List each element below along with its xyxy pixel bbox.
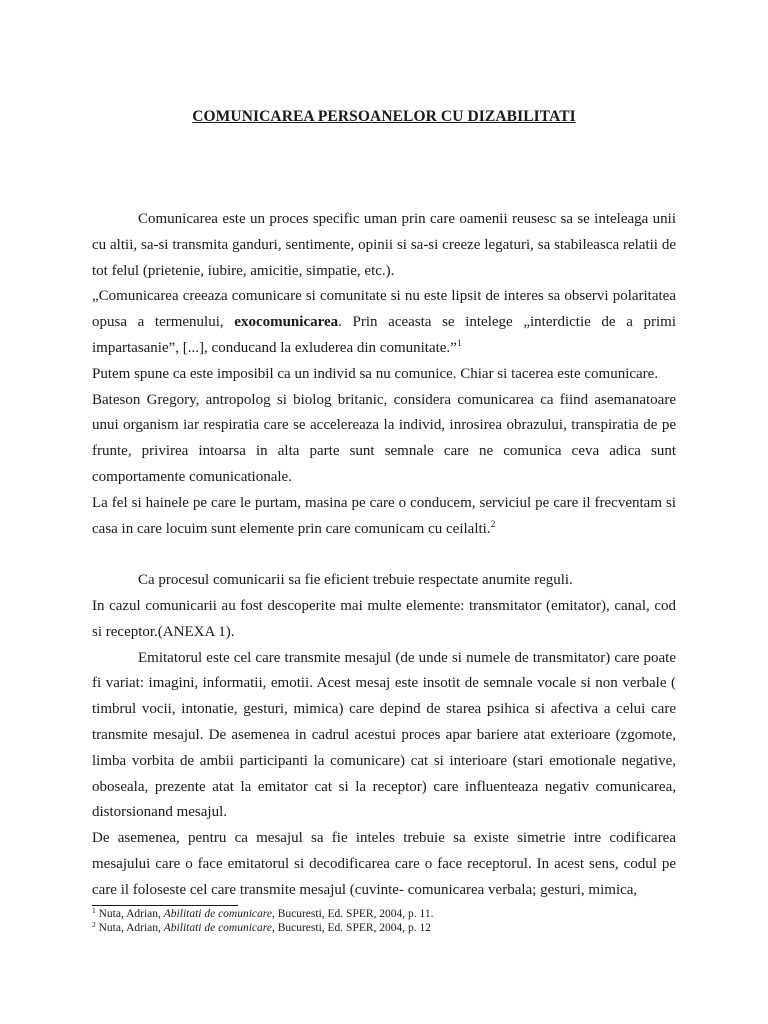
paragraph-2-text-start: „Comunicarea creeaza comunicare si comunitate si nu este lipsit de interes sa observi polaritatea opusa a termenului, (92, 288, 676, 331)
footnote-number: 1 (92, 906, 96, 915)
footnote-work-title: Abilitati de comunicare (163, 922, 272, 934)
paragraph-2-bold-term: exocomunicarea (234, 314, 339, 331)
paragraph-7: In cazul comunicarii au fost descoperite mai multe elemente: transmitator (emitator), canal, cod si receptor.(ANEXA 1). (92, 597, 676, 640)
footnote-number: 2 (92, 920, 96, 929)
footnote-publication: , Bucuresti, Ed. SPER, 2004, p. 12 (271, 922, 432, 934)
paragraph-4: Bateson Gregory, antropolog si biolog britanic, considera comunicarea ca fiind asemanatoare unui organism iar respiratia care se accelereaza la individ, inrosirea obrazului, transpiratia de pe frunte, privirea intoarsa in alta parte sunt semnale care ne comunica ceva adica sunt comportamente comunicationale. (92, 391, 676, 485)
footnote-2 (92, 921, 676, 935)
paragraph-3: Putem spune ca este imposibil ca un individ sa nu comunice. Chiar si tacerea este comunicare. (92, 365, 659, 382)
paragraph-5 (92, 491, 676, 543)
footnote-ref-1[interactable]: 1 (456, 338, 462, 349)
paragraph-2-text-end: . Prin aceasta se intelege „interdictie de a primi impartasanie”, [...], conducand la exluderea din comunitate.” (92, 314, 676, 356)
paragraph-spacer (92, 542, 676, 568)
paragraph-9: De asemenea, pentru ca mesajul sa fie inteles trebuie sa existe simetrie intre codificarea mesajului care o face emitatorul si decodificarea care o face receptorul. In acest sens, codul pe care il foloseste cel care transmite mesajul (cuvinte- comunicarea verbala; gesturi, mimica, (92, 830, 676, 898)
footnotes (92, 907, 676, 935)
paragraph-2 (92, 284, 676, 361)
footnote-separator (92, 905, 238, 906)
document-title: COMUNICAREA PERSOANELOR CU DIZABILITATI (192, 108, 576, 125)
footnote-work-title: Abilitati de comunicare (163, 908, 272, 920)
paragraph-1: Comunicarea este un proces specific uman prin care oamenii reusesc sa se inteleaga unii cu altii, sa-si transmita ganduri, sentimente, opinii si sa-si creeze legaturi, sa stabileasca relatii de tot felul (prietenie, iubire, amicitie, simpatie, etc.). (92, 211, 676, 279)
footnote-author: Nuta, Adrian, (98, 922, 164, 934)
footnote-ref-2[interactable]: 2 (490, 519, 496, 530)
footnote-publication: , Bucuresti, Ed. SPER, 2004, p. 11. (271, 908, 434, 920)
paragraph-5-text: La fel si hainele pe care le purtam, masina pe care o conducem, serviciul pe care il frecventam si casa in care locuim sunt elemente prin care comunicam cu ceilalti. (92, 494, 676, 537)
footnote-1 (92, 907, 676, 921)
footnote-author: Nuta, Adrian, (98, 908, 164, 920)
paragraph-8: Emitatorul este cel care transmite mesajul (de unde si numele de transmitator) care poate fi variat: imagini, informatii, emotii. Acest mesaj este insotit de semnale vocale si non verbale ( timbrul vocii, intonatie, gesturi, mimica) care depind de starea psihica si afectiva a celui care transmite mesajul. De asemenea in cadrul acestui proces apar bariere atat exterioare (zgomote, limba vorbita de ambii participanti la comunicare) cat si interioare (stari emotionale negative, oboseala, prezente atat la emitator cat si la receptor) care influenteaza negativ comunicarea, distorsionand mesajul. (92, 649, 676, 821)
document-body (92, 207, 676, 904)
paragraph-6: Ca procesul comunicarii sa fie eficient trebuie respectate anumite reguli. (138, 572, 573, 589)
